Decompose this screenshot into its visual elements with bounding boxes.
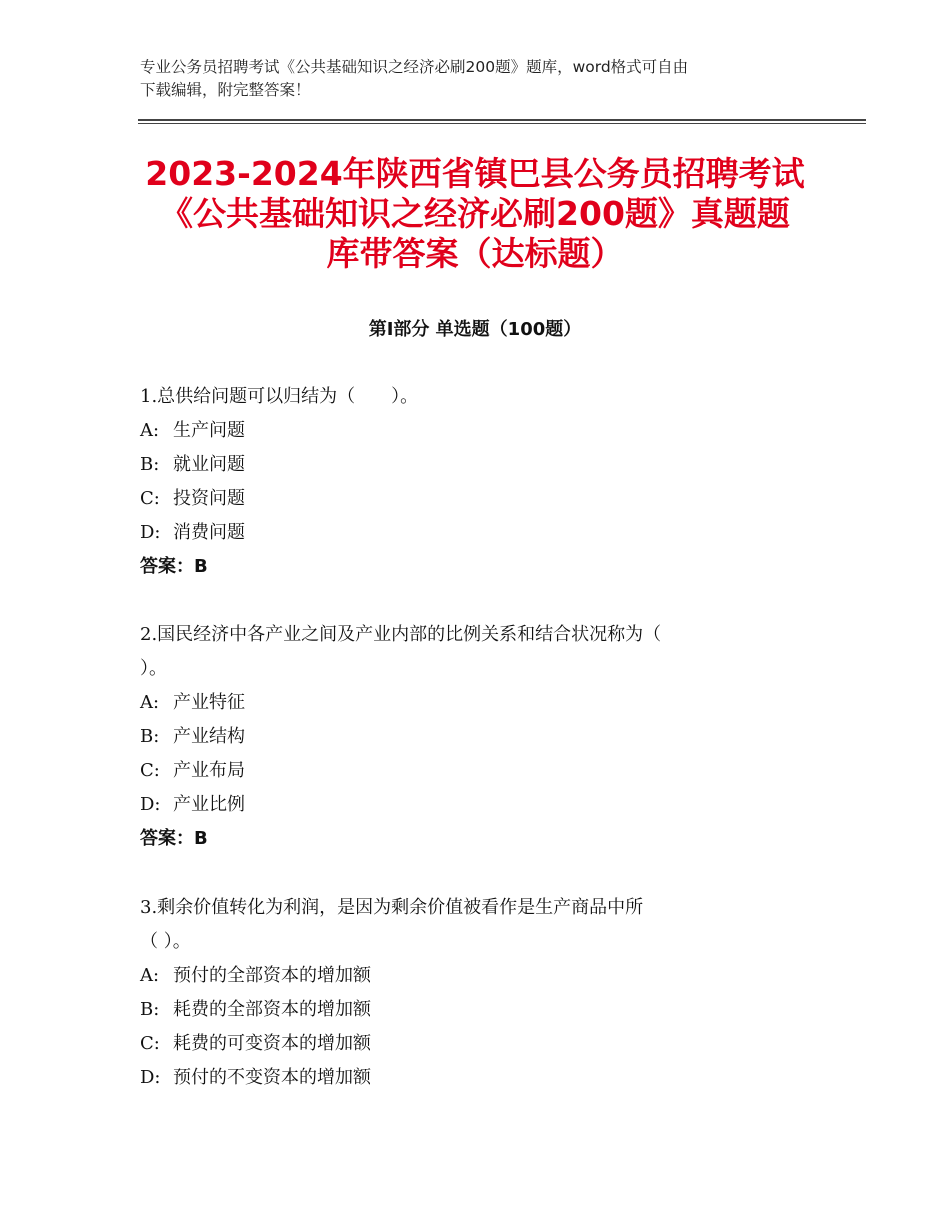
option-text: 消费问题 [173,522,245,543]
stem-line: 1.总供给问题可以归结为（ ）。 [140,386,419,407]
option-letter: C: [140,760,160,781]
question-3 [140,891,800,1095]
question-stem [140,891,800,959]
title-line: 2023-2024年陕西省镇巴县公务员招聘考试 [145,154,805,193]
question-1 [140,380,800,584]
option-letter: D: [140,1067,161,1088]
stem-line: ）。 [140,658,167,679]
option-c [140,1027,800,1061]
option-letter: D: [140,522,161,543]
option-text: 投资问题 [173,488,245,509]
option-letter: D: [140,794,161,815]
option-b [140,993,800,1027]
option-letter: A: [140,965,160,986]
option-text: 预付的不变资本的增加额 [173,1067,371,1088]
stem-line: （ ）。 [140,931,191,952]
header-note-line: 下载编辑，附完整答案！ [140,81,311,99]
option-a [140,414,800,448]
option-text: 产业比例 [173,794,245,815]
option-a [140,686,800,720]
question-stem [140,618,800,686]
option-letter: A: [140,420,160,441]
option-b [140,448,800,482]
option-letter: B: [140,454,160,475]
question-2 [140,618,800,856]
option-letter: B: [140,999,160,1020]
option-text: 产业结构 [173,726,245,747]
option-b [140,720,800,754]
answer-label: 答案：B [140,828,208,849]
question-stem [140,380,800,414]
option-letter: A: [140,692,160,713]
option-letter: B: [140,726,160,747]
option-text: 产业特征 [173,692,245,713]
option-letter: C: [140,1033,160,1054]
option-text: 产业布局 [173,760,245,781]
stem-line: 2.国民经济中各产业之间及产业内部的比例关系和结合状况称为（ [140,624,662,645]
option-d [140,788,800,822]
answer-label: 答案：B [140,556,208,577]
option-c [140,482,800,516]
document-title [120,154,830,274]
option-c [140,754,800,788]
title-line: 库带答案（达标题） [326,234,624,273]
option-text: 就业问题 [173,454,245,475]
option-text: 耗费的可变资本的增加额 [173,1033,371,1054]
option-a [140,959,800,993]
option-text: 耗费的全部资本的增加额 [173,999,371,1020]
option-letter: C: [140,488,160,509]
stem-line: 3.剩余价值转化为利润，是因为剩余价值被看作是生产商品中所 [140,897,644,918]
header-note-line: 专业公务员招聘考试《公共基础知识之经济必刷200题》题库，word格式可自由 [140,58,689,76]
title-line: 《公共基础知识之经济必刷200题》真题题 [160,194,790,233]
option-d [140,1061,800,1095]
option-text: 生产问题 [173,420,245,441]
option-text: 预付的全部资本的增加额 [173,965,371,986]
header-divider [138,119,866,124]
option-d [140,516,800,550]
section-title: 第Ⅰ部分 单选题（100题） [368,319,582,340]
header-note [140,56,820,102]
